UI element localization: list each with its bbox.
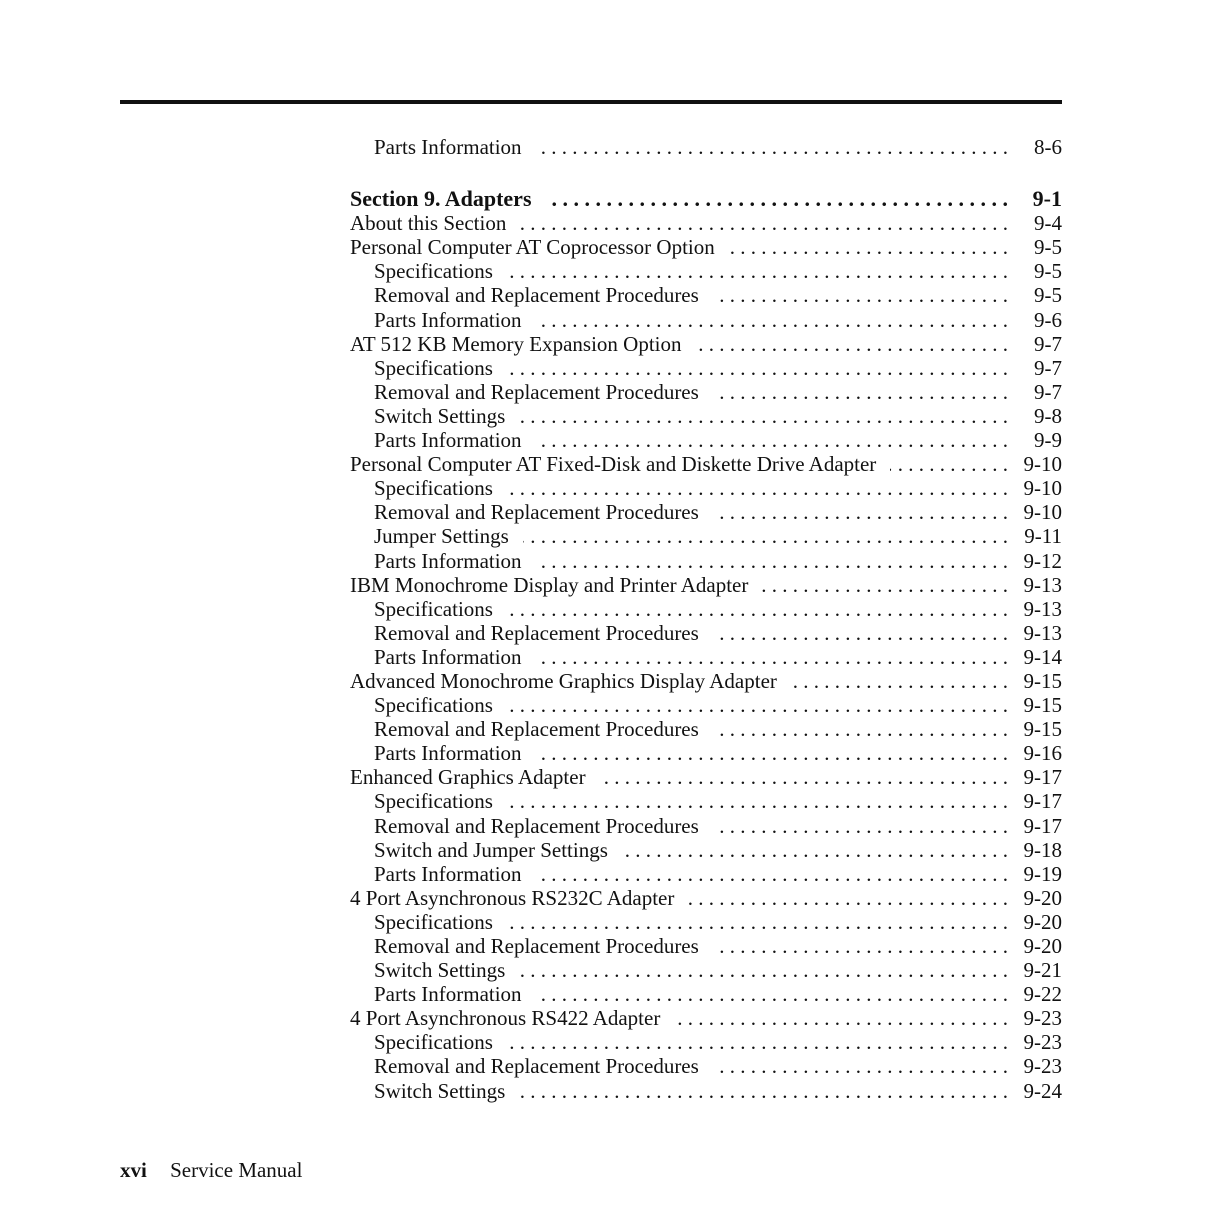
toc-entry-page: 9-13 xyxy=(1023,596,1062,621)
toc-entry[interactable] xyxy=(350,597,1062,621)
toc-entry-title: Specifications xyxy=(374,596,493,621)
toc-entry-title: Specifications xyxy=(374,259,493,284)
toc-entry[interactable] xyxy=(350,910,1062,934)
toc-entry-title: Parts Information xyxy=(374,741,522,766)
dot-leader xyxy=(536,741,1008,765)
toc-entry-page: 9-17 xyxy=(1023,789,1062,814)
section-page: 9-1 xyxy=(1032,186,1062,212)
toc-entry[interactable] xyxy=(350,934,1062,958)
toc-entry-title: Removal and Replacement Procedures xyxy=(374,283,699,308)
toc-entry-page: 9-5 xyxy=(1034,235,1062,260)
dot-leader xyxy=(507,476,1008,500)
toc-section-heading[interactable] xyxy=(350,187,1062,211)
toc-entry[interactable] xyxy=(350,838,1062,862)
toc-entry[interactable] xyxy=(350,283,1062,307)
toc-entry[interactable] xyxy=(350,645,1062,669)
toc-entry-title: Advanced Monochrome Graphics Display Adapter xyxy=(350,668,777,693)
toc-entry[interactable] xyxy=(350,308,1062,332)
header-rule xyxy=(120,100,1062,104)
dot-leader xyxy=(519,404,1008,428)
toc-entry-title: About this Section xyxy=(350,211,507,236)
toc-entry-title: Parts Information xyxy=(374,982,522,1007)
page-footer xyxy=(120,1158,302,1183)
toc-entry-title: Parts Information xyxy=(374,135,522,159)
toc-entry[interactable] xyxy=(350,982,1062,1006)
toc-entry-page: 9-18 xyxy=(1023,837,1062,862)
dot-leader xyxy=(507,356,1008,380)
toc-entry[interactable] xyxy=(350,428,1062,452)
toc-entry-title: Removal and Replacement Procedures xyxy=(374,934,699,958)
toc-entry-page: 9-16 xyxy=(1023,741,1062,766)
toc-entry[interactable] xyxy=(350,259,1062,283)
toc-entry[interactable] xyxy=(350,886,1062,910)
toc-entry-title: Specifications xyxy=(374,476,493,501)
dot-leader xyxy=(519,1079,1008,1103)
toc-entry-page: 9-7 xyxy=(1034,355,1062,380)
toc-entry-title: 4 Port Asynchronous RS422 Adapter xyxy=(350,1006,661,1031)
toc-entry-page: 9-12 xyxy=(1023,548,1062,573)
dot-leader xyxy=(523,524,1008,548)
dot-leader xyxy=(507,597,1008,621)
toc-entry-title: Parts Information xyxy=(374,644,522,669)
toc-entry[interactable] xyxy=(350,549,1062,573)
footer-book-title: Service Manual xyxy=(170,1158,303,1182)
toc-entry-title: Switch and Jumper Settings xyxy=(374,837,608,862)
toc-entry[interactable] xyxy=(350,669,1062,693)
toc-entry[interactable] xyxy=(350,235,1062,259)
dot-leader xyxy=(507,910,1008,934)
toc-entry-page: 9-13 xyxy=(1023,572,1062,597)
dot-leader xyxy=(713,380,1008,404)
toc-entry[interactable] xyxy=(350,814,1062,838)
toc-entry-title: Parts Information xyxy=(374,861,522,886)
toc-entry-page: 9-23 xyxy=(1023,1006,1062,1031)
toc-entry[interactable] xyxy=(350,476,1062,500)
toc-entry-title: 4 Port Asynchronous RS232C Adapter xyxy=(350,885,675,910)
toc-entry-page: 9-14 xyxy=(1023,644,1062,669)
toc-entry-top[interactable] xyxy=(350,135,1062,159)
toc-entry[interactable] xyxy=(350,621,1062,645)
toc-entry-title: Removal and Replacement Procedures xyxy=(374,379,699,404)
toc-entry-title: Specifications xyxy=(374,909,493,934)
toc-entry-page: 9-6 xyxy=(1034,307,1062,332)
footer-page-number: xvi xyxy=(120,1158,147,1182)
toc-entry[interactable] xyxy=(350,765,1062,789)
toc-entry-page: 9-5 xyxy=(1034,283,1062,308)
toc-entry-page: 9-10 xyxy=(1023,452,1062,477)
toc-entry[interactable] xyxy=(350,741,1062,765)
toc-entry-page: 9-13 xyxy=(1023,620,1062,645)
toc-entry-page: 9-7 xyxy=(1034,379,1062,404)
toc-entry-page: 9-20 xyxy=(1023,934,1062,958)
toc-entry-page: 9-20 xyxy=(1023,909,1062,934)
section-title: Section 9. Adapters xyxy=(350,186,532,212)
dot-leader xyxy=(713,1054,1008,1078)
toc-entry-title: Switch Settings xyxy=(374,958,506,983)
dot-leader xyxy=(696,332,1008,356)
toc-entry-page: 9-10 xyxy=(1023,476,1062,501)
dot-leader xyxy=(536,308,1008,332)
toc-entry-page: 9-11 xyxy=(1024,524,1062,549)
toc-entry-title: Removal and Replacement Procedures xyxy=(374,717,699,742)
toc-entry[interactable] xyxy=(350,693,1062,717)
toc-entry[interactable] xyxy=(350,500,1062,524)
dot-leader xyxy=(507,1030,1008,1054)
dot-leader xyxy=(890,452,1008,476)
toc-entry[interactable] xyxy=(350,862,1062,886)
toc-entry[interactable] xyxy=(350,958,1062,982)
dot-leader xyxy=(674,1006,1008,1030)
toc-entry-title: Personal Computer AT Coprocessor Option xyxy=(350,235,715,260)
toc-entry-title: Switch Settings xyxy=(374,1078,506,1103)
toc-entry-title: Removal and Replacement Procedures xyxy=(374,620,699,645)
toc-entry-page: 8-6 xyxy=(1034,135,1062,159)
toc-entry-title: Specifications xyxy=(374,693,493,718)
toc-entry-page: 9-21 xyxy=(1023,958,1062,983)
toc-entry-page: 9-23 xyxy=(1023,1030,1062,1055)
dot-leader xyxy=(688,886,1008,910)
toc-entry[interactable] xyxy=(350,452,1062,476)
toc-entry-title: Parts Information xyxy=(374,428,522,453)
toc-entry-title: Specifications xyxy=(374,355,493,380)
toc-entry-page: 9-17 xyxy=(1023,765,1062,790)
dot-leader xyxy=(507,789,1008,813)
dot-leader xyxy=(622,838,1008,862)
toc-entry[interactable] xyxy=(350,404,1062,428)
toc-entry-title: AT 512 KB Memory Expansion Option xyxy=(350,331,682,356)
dot-leader xyxy=(713,621,1008,645)
toc-entry-title: Parts Information xyxy=(374,548,522,573)
toc-entry-title: Removal and Replacement Procedures xyxy=(374,813,699,838)
toc-entry-title: IBM Monochrome Display and Printer Adapter xyxy=(350,572,749,597)
dot-leader xyxy=(520,211,1008,235)
toc-entry[interactable] xyxy=(350,524,1062,548)
toc-entry-page: 9-5 xyxy=(1034,259,1062,284)
toc-entry-page: 9-20 xyxy=(1023,885,1062,910)
dot-leader xyxy=(713,934,1008,958)
dot-leader xyxy=(536,862,1008,886)
toc-entries-list xyxy=(350,211,1062,1102)
toc-entry-page: 9-8 xyxy=(1034,403,1062,428)
dot-leader xyxy=(536,135,1008,159)
dot-leader xyxy=(536,982,1008,1006)
toc-entry-title: Enhanced Graphics Adapter xyxy=(350,765,586,790)
dot-leader xyxy=(507,259,1008,283)
toc-entry[interactable] xyxy=(350,1030,1062,1054)
toc-entry[interactable] xyxy=(350,356,1062,380)
dot-leader xyxy=(791,669,1008,693)
toc-entry[interactable] xyxy=(350,211,1062,235)
toc-entry[interactable] xyxy=(350,1006,1062,1030)
toc-entry-page: 9-24 xyxy=(1023,1078,1062,1103)
dot-leader xyxy=(713,814,1008,838)
toc-entry-page: 9-10 xyxy=(1023,500,1062,525)
toc-entry-title: Jumper Settings xyxy=(374,524,509,549)
toc-entry-title: Personal Computer AT Fixed-Disk and Diskette Drive Adapter xyxy=(350,452,877,477)
toc-entry[interactable] xyxy=(350,717,1062,741)
toc-entry-title: Specifications xyxy=(374,789,493,814)
dot-leader xyxy=(536,428,1008,452)
dot-leader xyxy=(762,573,1008,597)
dot-leader xyxy=(713,283,1008,307)
toc-entry[interactable] xyxy=(350,789,1062,813)
dot-leader xyxy=(546,187,1009,211)
toc-entry-page: 9-15 xyxy=(1023,693,1062,718)
dot-leader xyxy=(519,958,1008,982)
dot-leader xyxy=(536,549,1008,573)
table-of-contents xyxy=(350,135,1062,1103)
toc-entry-title: Specifications xyxy=(374,1030,493,1055)
dot-leader xyxy=(507,693,1008,717)
toc-entry-page: 9-17 xyxy=(1023,813,1062,838)
toc-entry-page: 9-15 xyxy=(1023,668,1062,693)
dot-leader xyxy=(713,717,1008,741)
dot-leader xyxy=(536,645,1008,669)
toc-entry[interactable] xyxy=(350,332,1062,356)
dot-leader xyxy=(713,500,1008,524)
toc-entry-title: Removal and Replacement Procedures xyxy=(374,1054,699,1079)
toc-entry-page: 9-15 xyxy=(1023,717,1062,742)
toc-entry[interactable] xyxy=(350,1079,1062,1103)
toc-entry-title: Switch Settings xyxy=(374,403,506,428)
toc-entry[interactable] xyxy=(350,1054,1062,1078)
toc-entry-page: 9-7 xyxy=(1034,331,1062,356)
toc-entry-page: 9-19 xyxy=(1023,861,1062,886)
dot-leader xyxy=(600,765,1008,789)
dot-leader xyxy=(729,235,1008,259)
toc-entry-title: Removal and Replacement Procedures xyxy=(374,500,699,525)
toc-entry-page: 9-9 xyxy=(1034,428,1062,453)
toc-entry[interactable] xyxy=(350,380,1062,404)
toc-entry[interactable] xyxy=(350,573,1062,597)
toc-entry-page: 9-22 xyxy=(1023,982,1062,1007)
toc-entry-page: 9-4 xyxy=(1034,211,1062,236)
toc-entry-title: Parts Information xyxy=(374,307,522,332)
toc-entry-page: 9-23 xyxy=(1023,1054,1062,1079)
